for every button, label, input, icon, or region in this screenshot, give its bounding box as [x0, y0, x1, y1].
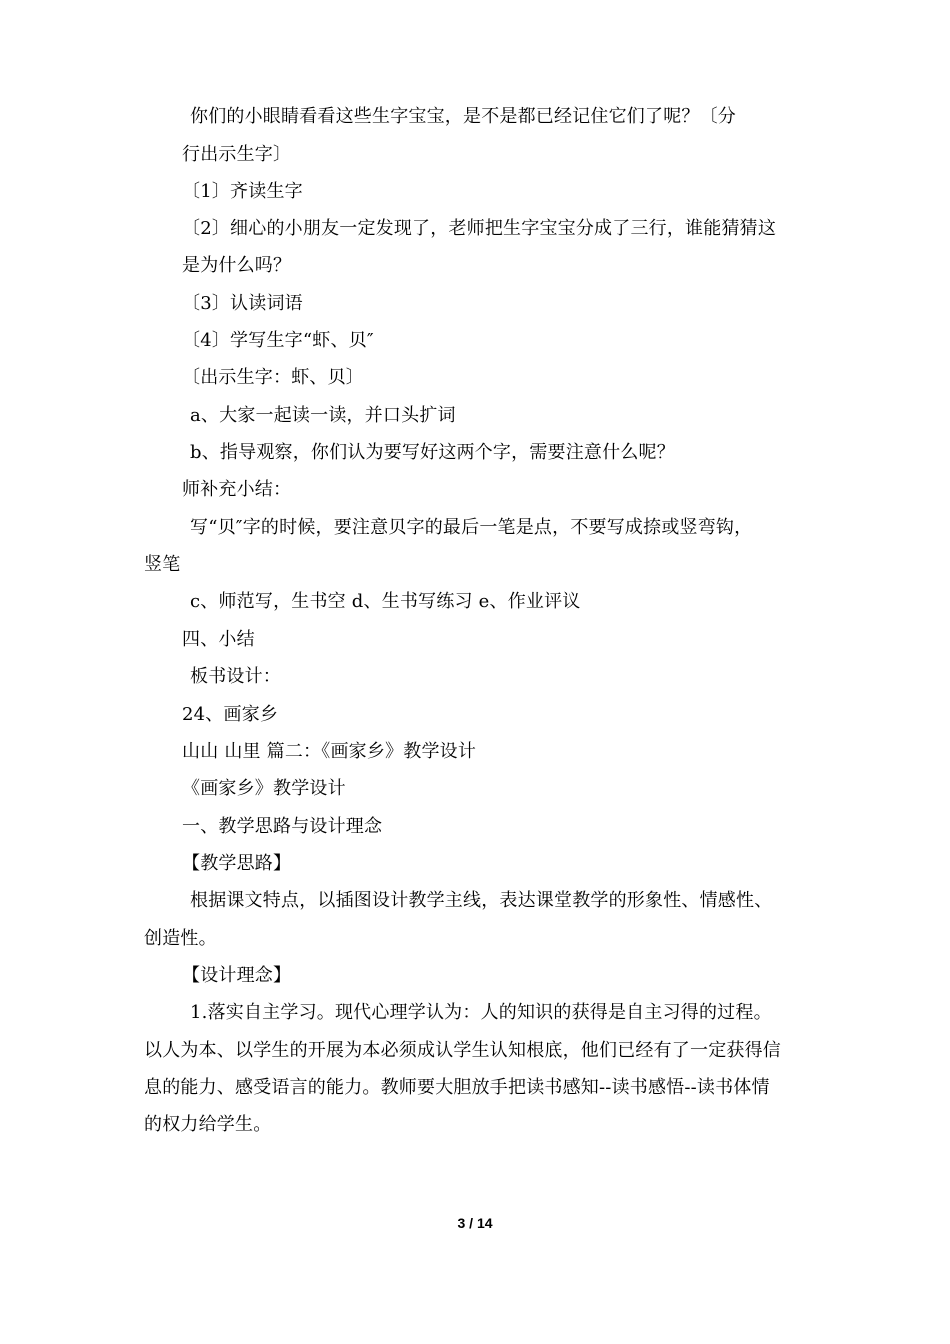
text-line: 四、小结 [182, 629, 255, 650]
text-line: 一、教学思路与设计理念 [182, 816, 383, 837]
text-line: 1.落实自主学习。现代心理学认为：人的知识的获得是自主习得的过程。 [190, 1002, 772, 1023]
text-line: 的权力给学生。 [144, 1114, 272, 1135]
text-line: 【设计理念】 [182, 965, 292, 986]
text-line: 24、画家乡 [182, 704, 279, 725]
text-line: 行出示生字〕 [182, 144, 292, 165]
text-line: 板书设计： [190, 666, 281, 687]
text-line: 根据课文特点，以插图设计教学主线，表达课堂教学的形象性、情感性、 [190, 890, 773, 911]
text-line: 《画家乡》教学设计 [182, 778, 346, 799]
text-line: a、大家一起读一读，并口头扩词 [190, 405, 456, 426]
text-line: 是为什么吗？ [182, 255, 292, 276]
text-line: 〔出示生字：虾、贝〕 [182, 367, 364, 388]
text-line: 〔3〕认读词语 [182, 293, 303, 314]
text-line: 〔2〕细心的小朋友一定发现了，老师把生字宝宝分成了三行，谁能猜猜这 [182, 218, 777, 239]
page-indicator: 3 / 14 [457, 1215, 493, 1231]
text-line: 师补充小结： [182, 479, 292, 500]
text-line: c、师范写，生书空 d、生书写练习 e、作业评议 [190, 591, 581, 612]
text-line: 写“贝″字的时候，要注意贝字的最后一笔是点，不要写成捺或竖弯钩， [190, 517, 753, 538]
text-line: 【教学思路】 [182, 853, 292, 874]
text-line: 竖笔 [144, 554, 181, 575]
text-line: 创造性。 [144, 928, 217, 949]
text-line: 〔1〕齐读生字 [182, 181, 303, 202]
text-line: 以人为本、以学生的开展为本必须成认学生认知根底，他们已经有了一定获得信 [144, 1040, 781, 1061]
text-line: b、指导观察，你们认为要写好这两个字，需要注意什么呢？ [190, 442, 675, 463]
text-line: 〔4〕学写生字“虾、贝″ [182, 330, 374, 351]
text-line: 息的能力、感受语言的能力。教师要大胆放手把读书感知--读书感悟--读书体情 [144, 1077, 770, 1098]
text-line: 你们的小眼睛看看这些生字宝宝，是不是都已经记住它们了呢？〔分 [190, 106, 736, 127]
text-line: 山山 山里 篇二：《画家乡》教学设计 [182, 741, 477, 762]
